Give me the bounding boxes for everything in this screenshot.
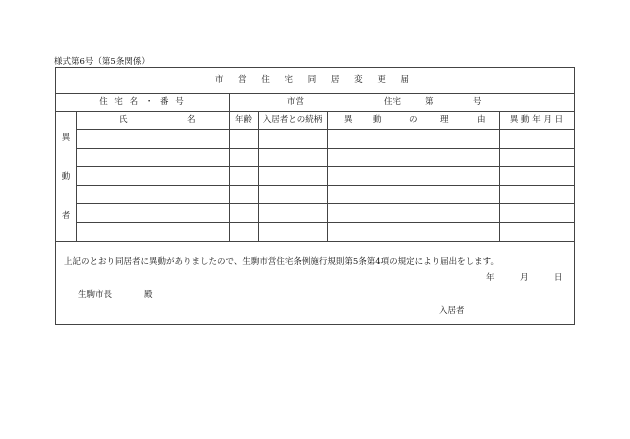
side-label-2: 動: [61, 172, 71, 182]
date-year: 年: [486, 273, 495, 283]
column-header-name-1: 氏: [119, 115, 128, 125]
address-label: 住 宅 名 ・ 番 号: [56, 93, 230, 111]
date-month: 月: [520, 273, 529, 283]
column-header-name: [76, 111, 229, 129]
address-prefix: 市営: [287, 97, 305, 107]
resident-label: 入居者: [439, 306, 465, 316]
column-header-reason-2: 動: [373, 115, 382, 125]
column-header-relation: 入居者との続柄: [262, 115, 323, 125]
form-number: 様式第6号（第5条関係）: [54, 57, 150, 67]
addressee: 生駒市長: [78, 290, 113, 300]
side-label-1: 異: [61, 133, 71, 143]
form-title: 市 営 住 宅 同 居 変 更 届: [56, 68, 574, 94]
members-table: [56, 111, 574, 242]
address-go: 号: [473, 97, 482, 107]
address-row: [56, 93, 574, 112]
column-header-reason-4: 理: [440, 115, 449, 125]
side-label-3: 者: [61, 211, 71, 221]
column-header-age: 年齢: [234, 115, 252, 125]
notice-form: [55, 67, 575, 325]
column-header-reason-1: 異: [344, 115, 353, 125]
column-header-name-2: 名: [187, 115, 196, 125]
addressee-honorific: 殿: [144, 290, 153, 300]
declaration-text: 上記のとおり同居者に異動がありましたので、生駒市営住宅条例施行規則第5条第4項の規定により届出をします。: [64, 257, 499, 267]
address-dai: 第: [425, 97, 434, 107]
column-header-reason: [327, 111, 499, 129]
column-header-date: 異 動 年 月 日: [509, 115, 564, 125]
date-day: 日: [554, 273, 563, 283]
address-value-field[interactable]: [229, 93, 574, 111]
column-header-reason-5: 由: [477, 115, 486, 125]
column-header-reason-3: の: [409, 115, 418, 125]
address-mid: 住宅: [384, 97, 402, 107]
